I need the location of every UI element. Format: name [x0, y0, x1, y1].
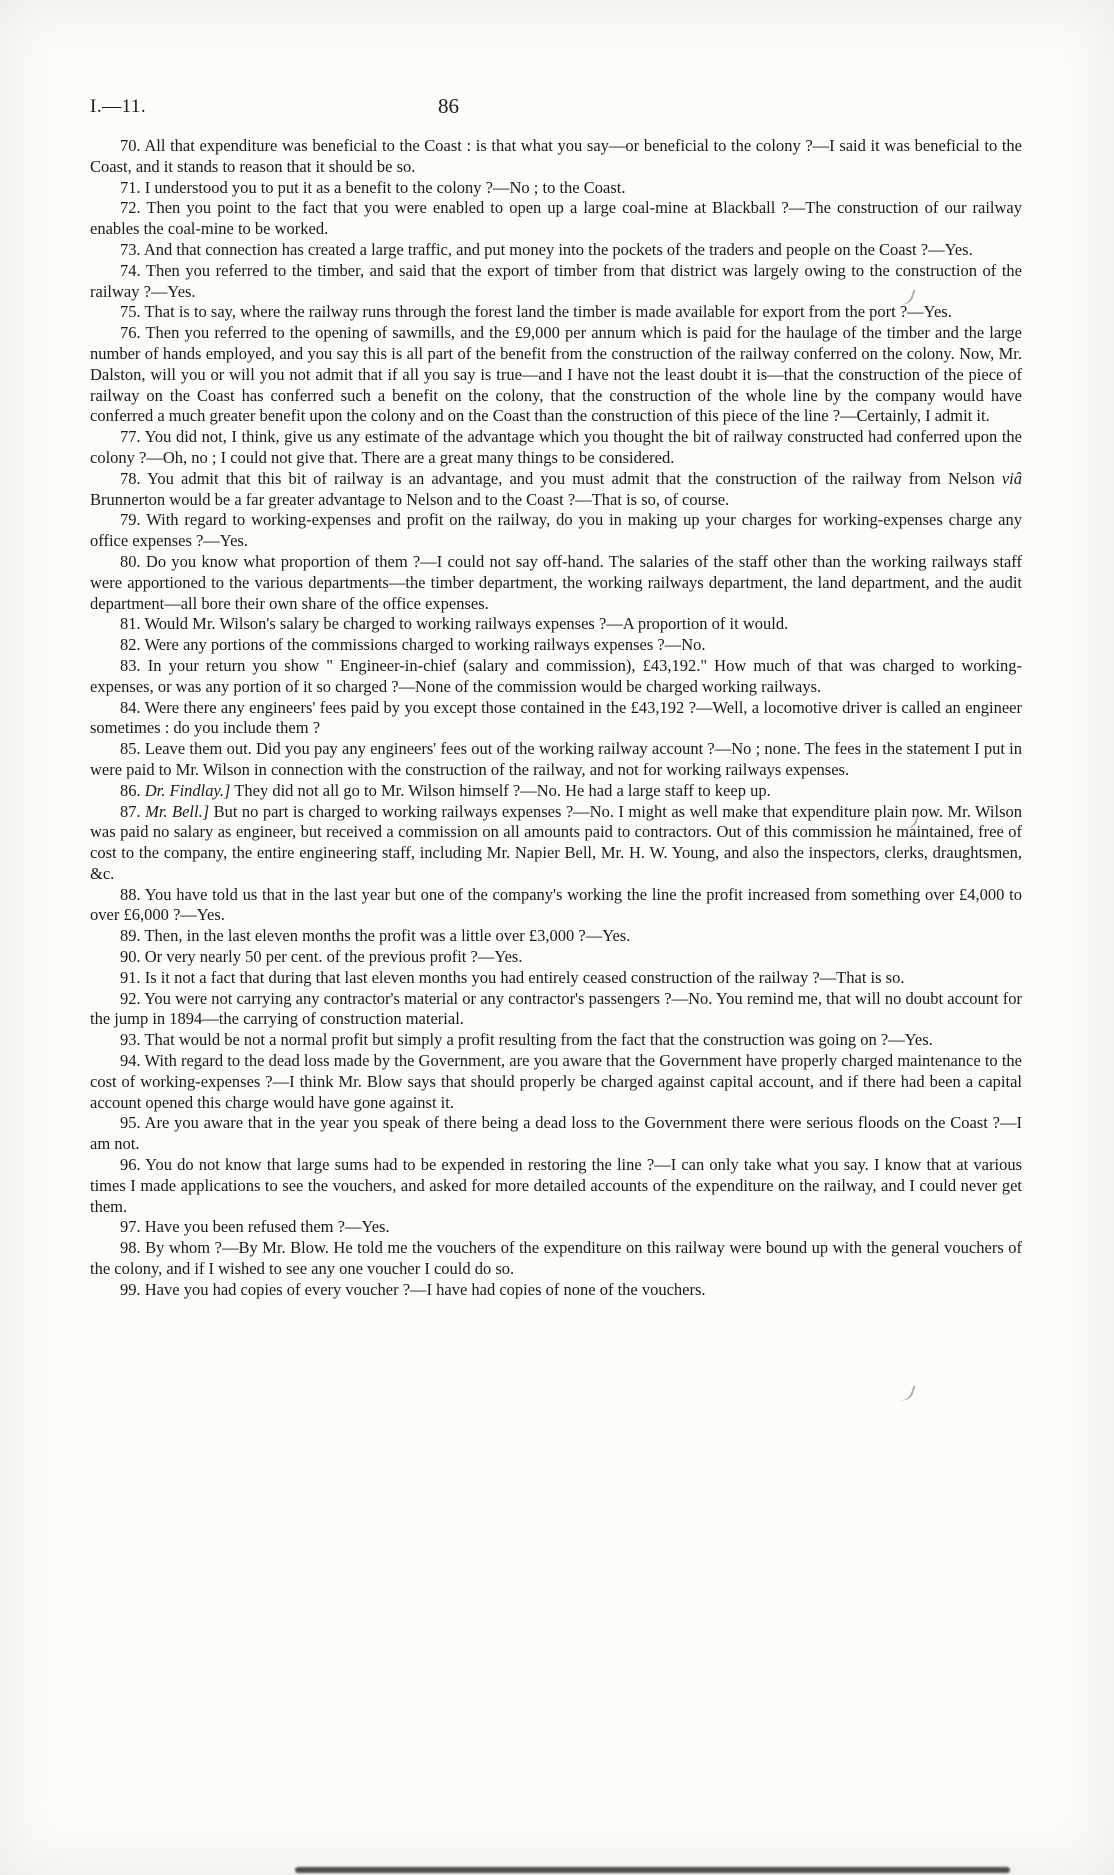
paragraph: 74. Then you referred to the timber, and said that the export of timber from that district was largely owing to the construction of the railway ?—Yes.	[90, 260, 1022, 301]
paragraph: 92. You were not carrying any contractor's material or any contractor's passengers ?—No. You remind me, that will no doubt account for the jump in 1894—the carrying of construction material.	[90, 988, 1022, 1029]
paragraph: 91. Is it not a fact that during that last eleven months you had entirely ceased construction of the railway ?—That is so.	[120, 967, 905, 987]
paragraph: 81. Would Mr. Wilson's salary be charged to working railways expenses ?—A proportion of it would.	[120, 614, 789, 634]
paragraph: 85. Leave them out. Did you pay any engineers' fees out of the working railway account ?—No ; none. The fees in the statement I put in were paid to Mr. Wilson in connection with the construction of the railway, and not for working railways expenses.	[90, 739, 1022, 779]
report-id: I.—11.	[90, 96, 147, 117]
paragraph: 80. Do you know what proportion of them ?—I could not say off-hand. The salaries of the staff other than the working railways staff were apportioned to the various departments—the timber department, the working railways department, the land department, and the audit department—all bore their own share of the office expenses.	[90, 551, 1022, 613]
paragraph: 87. Mr. Bell.] But no part is charged to working railways expenses ?—No. I might as well make that expenditure plain now. Mr. Wilson was paid no salary as engineer, but received a commission on all amounts paid to contractors. Out of this commission he maintained, free of cost to the company, the entire engineering staff, including Mr. Napier Bell, Mr. H. W. Young, and also the inspectors, clerks, draughtsmen, &c.	[90, 801, 1022, 883]
paragraph: 73. And that connection has created a large traffic, and put money into the pockets of the traders and people on the Coast ?—Yes.	[120, 239, 973, 259]
paragraph: 96. You do not know that large sums had to be expended in restoring the line ?—I can only take what you say. I know that at various times I made applications to see the vouchers, and asked for more detailed accounts of the expenditure on the railway, and I could never get them.	[90, 1155, 1022, 1216]
scan-mark	[899, 1383, 915, 1404]
paragraph-list	[90, 136, 1022, 1301]
paragraph: 79. With regard to working-expenses and profit on the railway, do you in making up your charges for working-expenses charge any office expenses ?—Yes.	[90, 510, 1022, 551]
paragraph: 83. In your return you show " Engineer-in-chief (salary and commission), £43,192." How much of that was charged to working-expenses, or was any portion of it so charged ?—None of the commission would be charged working railways.	[90, 655, 1022, 696]
paragraph: 84. Were there any engineers' fees paid by you except those contained in the £43,192 ?—Well, a locomotive driver is called an engineer sometimes : do you include them ?	[90, 697, 1022, 738]
paragraph: 90. Or very nearly 50 per cent. of the previous profit ?—Yes.	[120, 947, 523, 967]
paragraph: 72. Then you point to the fact that you were enabled to open up a large coal-mine at Blackball ?—The construction of our railway enables the coal-mine to be worked.	[90, 198, 1022, 239]
paragraph: 99. Have you had copies of every voucher ?—I have had copies of none of the vouchers.	[120, 1279, 706, 1299]
paragraph: 95. Are you aware that in the year you speak of there being a dead loss to the Government there were serious floods on the Coast ?—I am not.	[90, 1113, 1022, 1154]
paragraph: 82. Were any portions of the commissions charged to working railways expenses ?—No.	[120, 635, 706, 655]
paragraph: 71. I understood you to put it as a benefit to the colony ?—No ; to the Coast.	[120, 177, 626, 197]
paragraph: 89. Then, in the last eleven months the profit was a little over £3,000 ?—Yes.	[120, 926, 631, 946]
paragraph: 98. By whom ?—By Mr. Blow. He told me the vouchers of the expenditure on this railway were bound up with the general vouchers of the colony, and if I wished to see any one voucher I could do so.	[90, 1238, 1022, 1279]
paragraph: 86. Dr. Findlay.] They did not all go to Mr. Wilson himself ?—No. He had a large staff to keep up.	[120, 780, 771, 800]
scan-edge-shadow	[295, 1867, 1010, 1873]
paragraph: 70. All that expenditure was beneficial to the Coast : is that what you say—or beneficial to the colony ?—I said it was beneficial to the Coast, and it stands to reason that it should be so.	[90, 136, 1022, 176]
paragraph: 76. Then you referred to the opening of sawmills, and the £9,000 per annum which is paid for the haulage of the timber and the large number of hands employed, and you say this is all part of the benefit from the construction of the railway conferred on the colony. Now, Mr. Dalston, will you or will you not admit that if all you say is true—and I have not the least doubt it is—that the construction of the piece of railway on the Coast has conferred such a benefit on the colony, that the construction of the whole line by the company would have conferred a much greater benefit upon the colony and on the Coast than the construction of this piece of the line ?—Certainly, I admit it.	[90, 323, 1022, 426]
paragraph: 94. With regard to the dead loss made by the Government, are you aware that the Government have properly charged maintenance to the cost of working-expenses ?—I think Mr. Blow says that should properly be charged against capital account, and if there had been a capital account opened this charge would have gone against it.	[90, 1051, 1022, 1112]
paragraph: 93. That would be not a normal profit but simply a profit resulting from the fact that the construction was going on ?—Yes.	[120, 1030, 933, 1050]
paragraph: 88. You have told us that in the last year but one of the company's working the line the profit increased from something over £4,000 to over £6,000 ?—Yes.	[90, 884, 1022, 925]
paragraph: 97. Have you been refused them ?—Yes.	[120, 1217, 390, 1237]
page-number: 86	[438, 94, 459, 118]
page-header	[90, 96, 1020, 124]
paragraph: 78. You admit that this bit of railway is an advantage, and you must admit that the construction of the railway from Nelson viâ Brunnerton would be a far greater advantage to Nelson and to the Coast ?—That is so, of course.	[90, 468, 1022, 509]
paragraph: 75. That is to say, where the railway runs through the forest land the timber is made available for export from the port ?—Yes.	[120, 302, 952, 322]
paragraph: 77. You did not, I think, give us any estimate of the advantage which you thought the bit of railway constructed had conferred upon the colony ?—Oh, no ; I could not give that. There are a great many things to be considered.	[90, 427, 1022, 467]
